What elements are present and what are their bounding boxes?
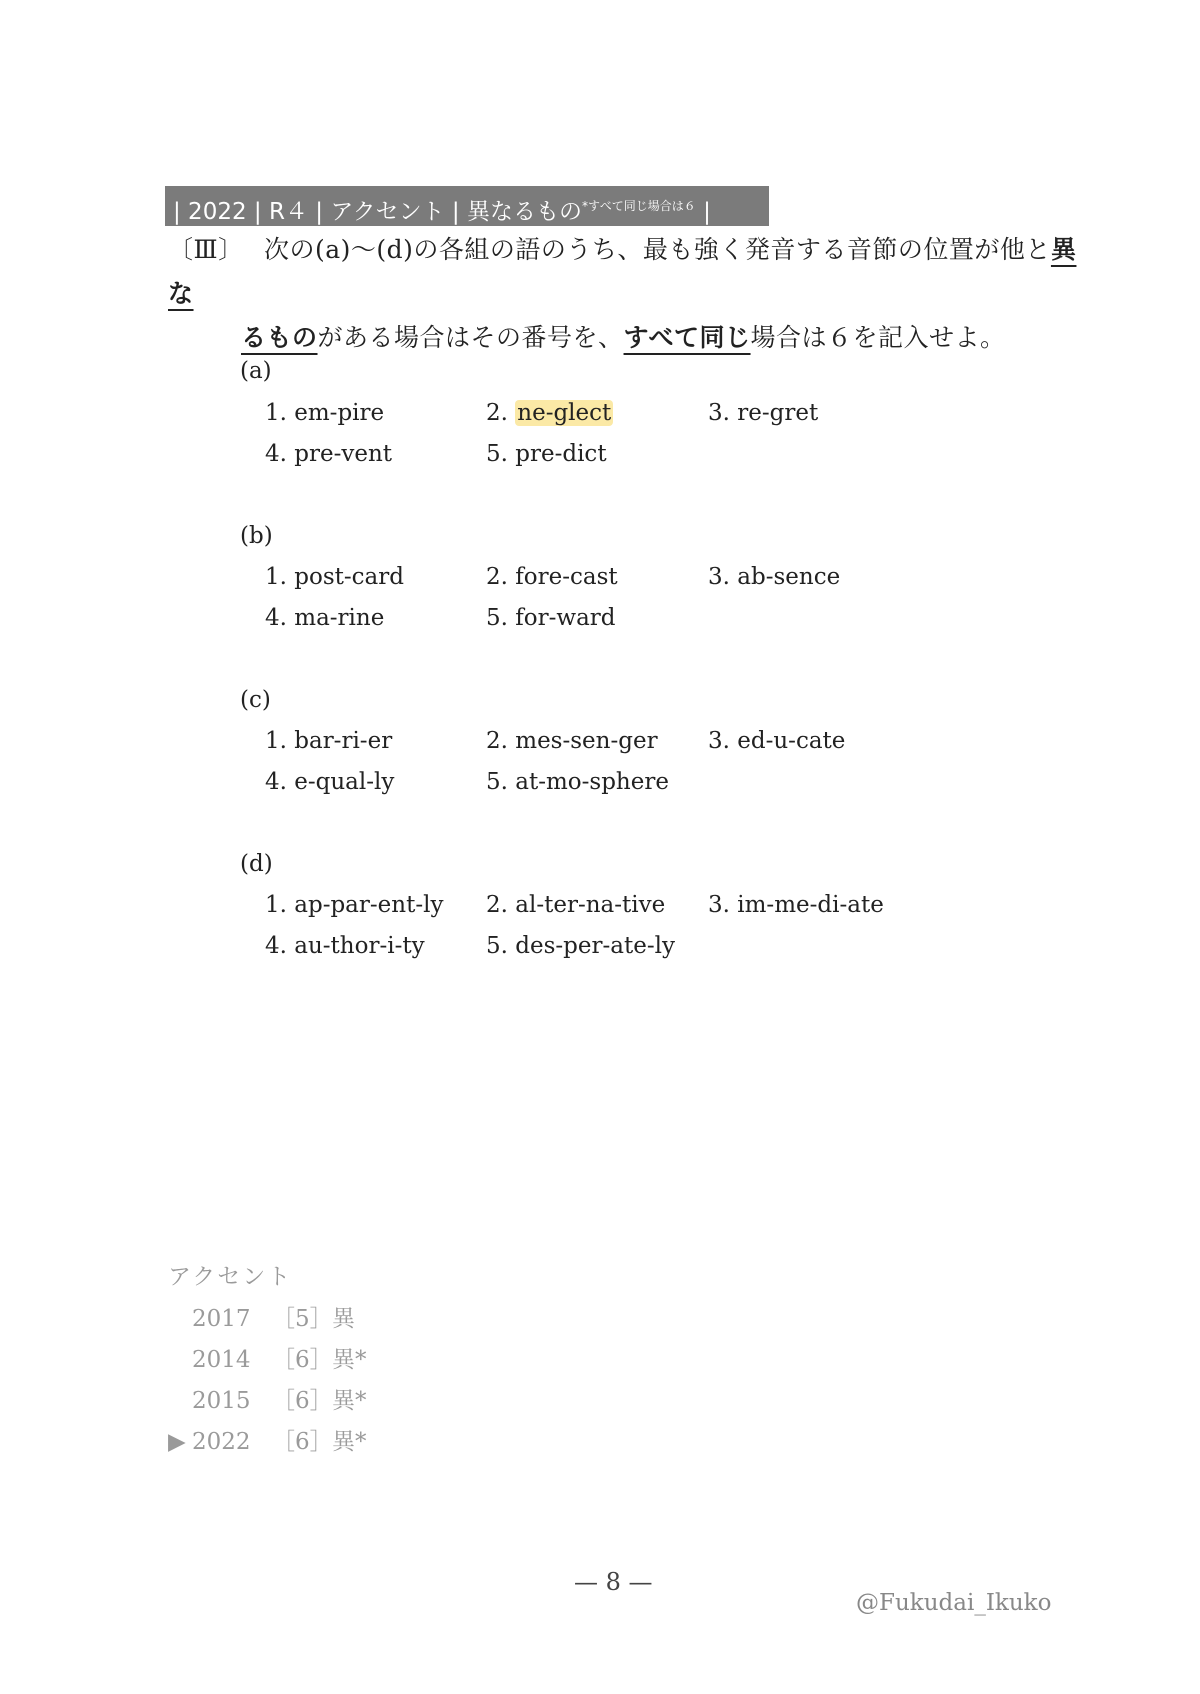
author-handle: @Fukudai_Ikuko [856, 1590, 1052, 1616]
reference-type: 異* [332, 1429, 367, 1455]
option-c-3: 3. ed-u-cate [708, 728, 846, 754]
emphasis-all-same: すべて同じ [623, 323, 751, 352]
reference-row [168, 1382, 367, 1415]
option-b-5: 5. for-ward [486, 605, 616, 631]
reference-section: ［6］ [272, 1388, 333, 1414]
option-d-4: 4. au-thor-i-ty [265, 933, 425, 959]
reference-year: 2022 [192, 1429, 251, 1455]
option-d-1: 1. ap-par-ent-ly [265, 892, 444, 918]
reference-year: 2017 [192, 1306, 251, 1332]
reference-row [168, 1341, 367, 1374]
reference-row [168, 1300, 355, 1333]
reference-type: 異* [332, 1388, 367, 1414]
instruction-text-1: 次の(a)〜(d)の各組の語のうち、最も強く発音する音節の位置が他と [264, 235, 1051, 264]
option-c-1: 1. bar-ri-er [265, 728, 393, 754]
option-a-1: 1. em-pire [265, 400, 385, 426]
header-end: | [695, 199, 711, 225]
current-marker: ▶ [168, 1429, 186, 1455]
group-label-c: (c) [240, 687, 271, 713]
group-label-a: (a) [240, 358, 272, 384]
option-b-1: 1. post-card [265, 564, 404, 590]
reference-row [168, 1423, 367, 1456]
highlighted-answer: ne-glect [517, 400, 612, 426]
reference-type: 異 [332, 1306, 355, 1332]
header-note: *すべて同じ場合は６ [582, 199, 696, 213]
reference-section: ［5］ [272, 1306, 333, 1332]
reference-title: アクセント [168, 1264, 293, 1290]
header-title: | 2022 | R４ | アクセント | 異なるもの [173, 199, 582, 225]
question-instruction [168, 228, 1088, 360]
page-number: — 8 — [574, 1568, 653, 1596]
option-d-2: 2. al-ter-na-tive [486, 892, 666, 918]
instruction-text-2: がある場合はその番号を、 [317, 323, 624, 352]
group-label-d: (d) [240, 851, 273, 877]
reference-section: ［6］ [272, 1347, 333, 1373]
reference-year: 2015 [192, 1388, 251, 1414]
option-b-3: 3. ab-sence [708, 564, 841, 590]
emphasis-different-2: るもの [241, 323, 318, 352]
reference-year: 2014 [192, 1347, 251, 1373]
option-a-3: 3. re-gret [708, 400, 819, 426]
option-a-5: 5. pre-dict [486, 441, 607, 467]
option-c-4: 4. e-qual-ly [265, 769, 395, 795]
instruction-text-3: 場合は６を記入せよ。 [750, 323, 1006, 352]
option-a-4: 4. pre-vent [265, 441, 393, 467]
group-label-b: (b) [240, 523, 273, 549]
emphasis-different-1: 異な [168, 235, 1077, 308]
option-b-4: 4. ma-rine [265, 605, 385, 631]
reference-section: ［6］ [272, 1429, 333, 1455]
option-c-2: 2. mes-sen-ger [486, 728, 658, 754]
option-a-2: 2. ne-glect [486, 400, 612, 426]
option-c-5: 5. at-mo-sphere [486, 769, 669, 795]
option-d-3: 3. im-me-di-ate [708, 892, 884, 918]
reference-type: 異* [332, 1347, 367, 1373]
option-d-5: 5. des-per-ate-ly [486, 933, 675, 959]
option-b-2: 2. fore-cast [486, 564, 618, 590]
section-header-bar [165, 186, 769, 226]
question-number: 〔Ⅲ〕 [168, 235, 244, 264]
